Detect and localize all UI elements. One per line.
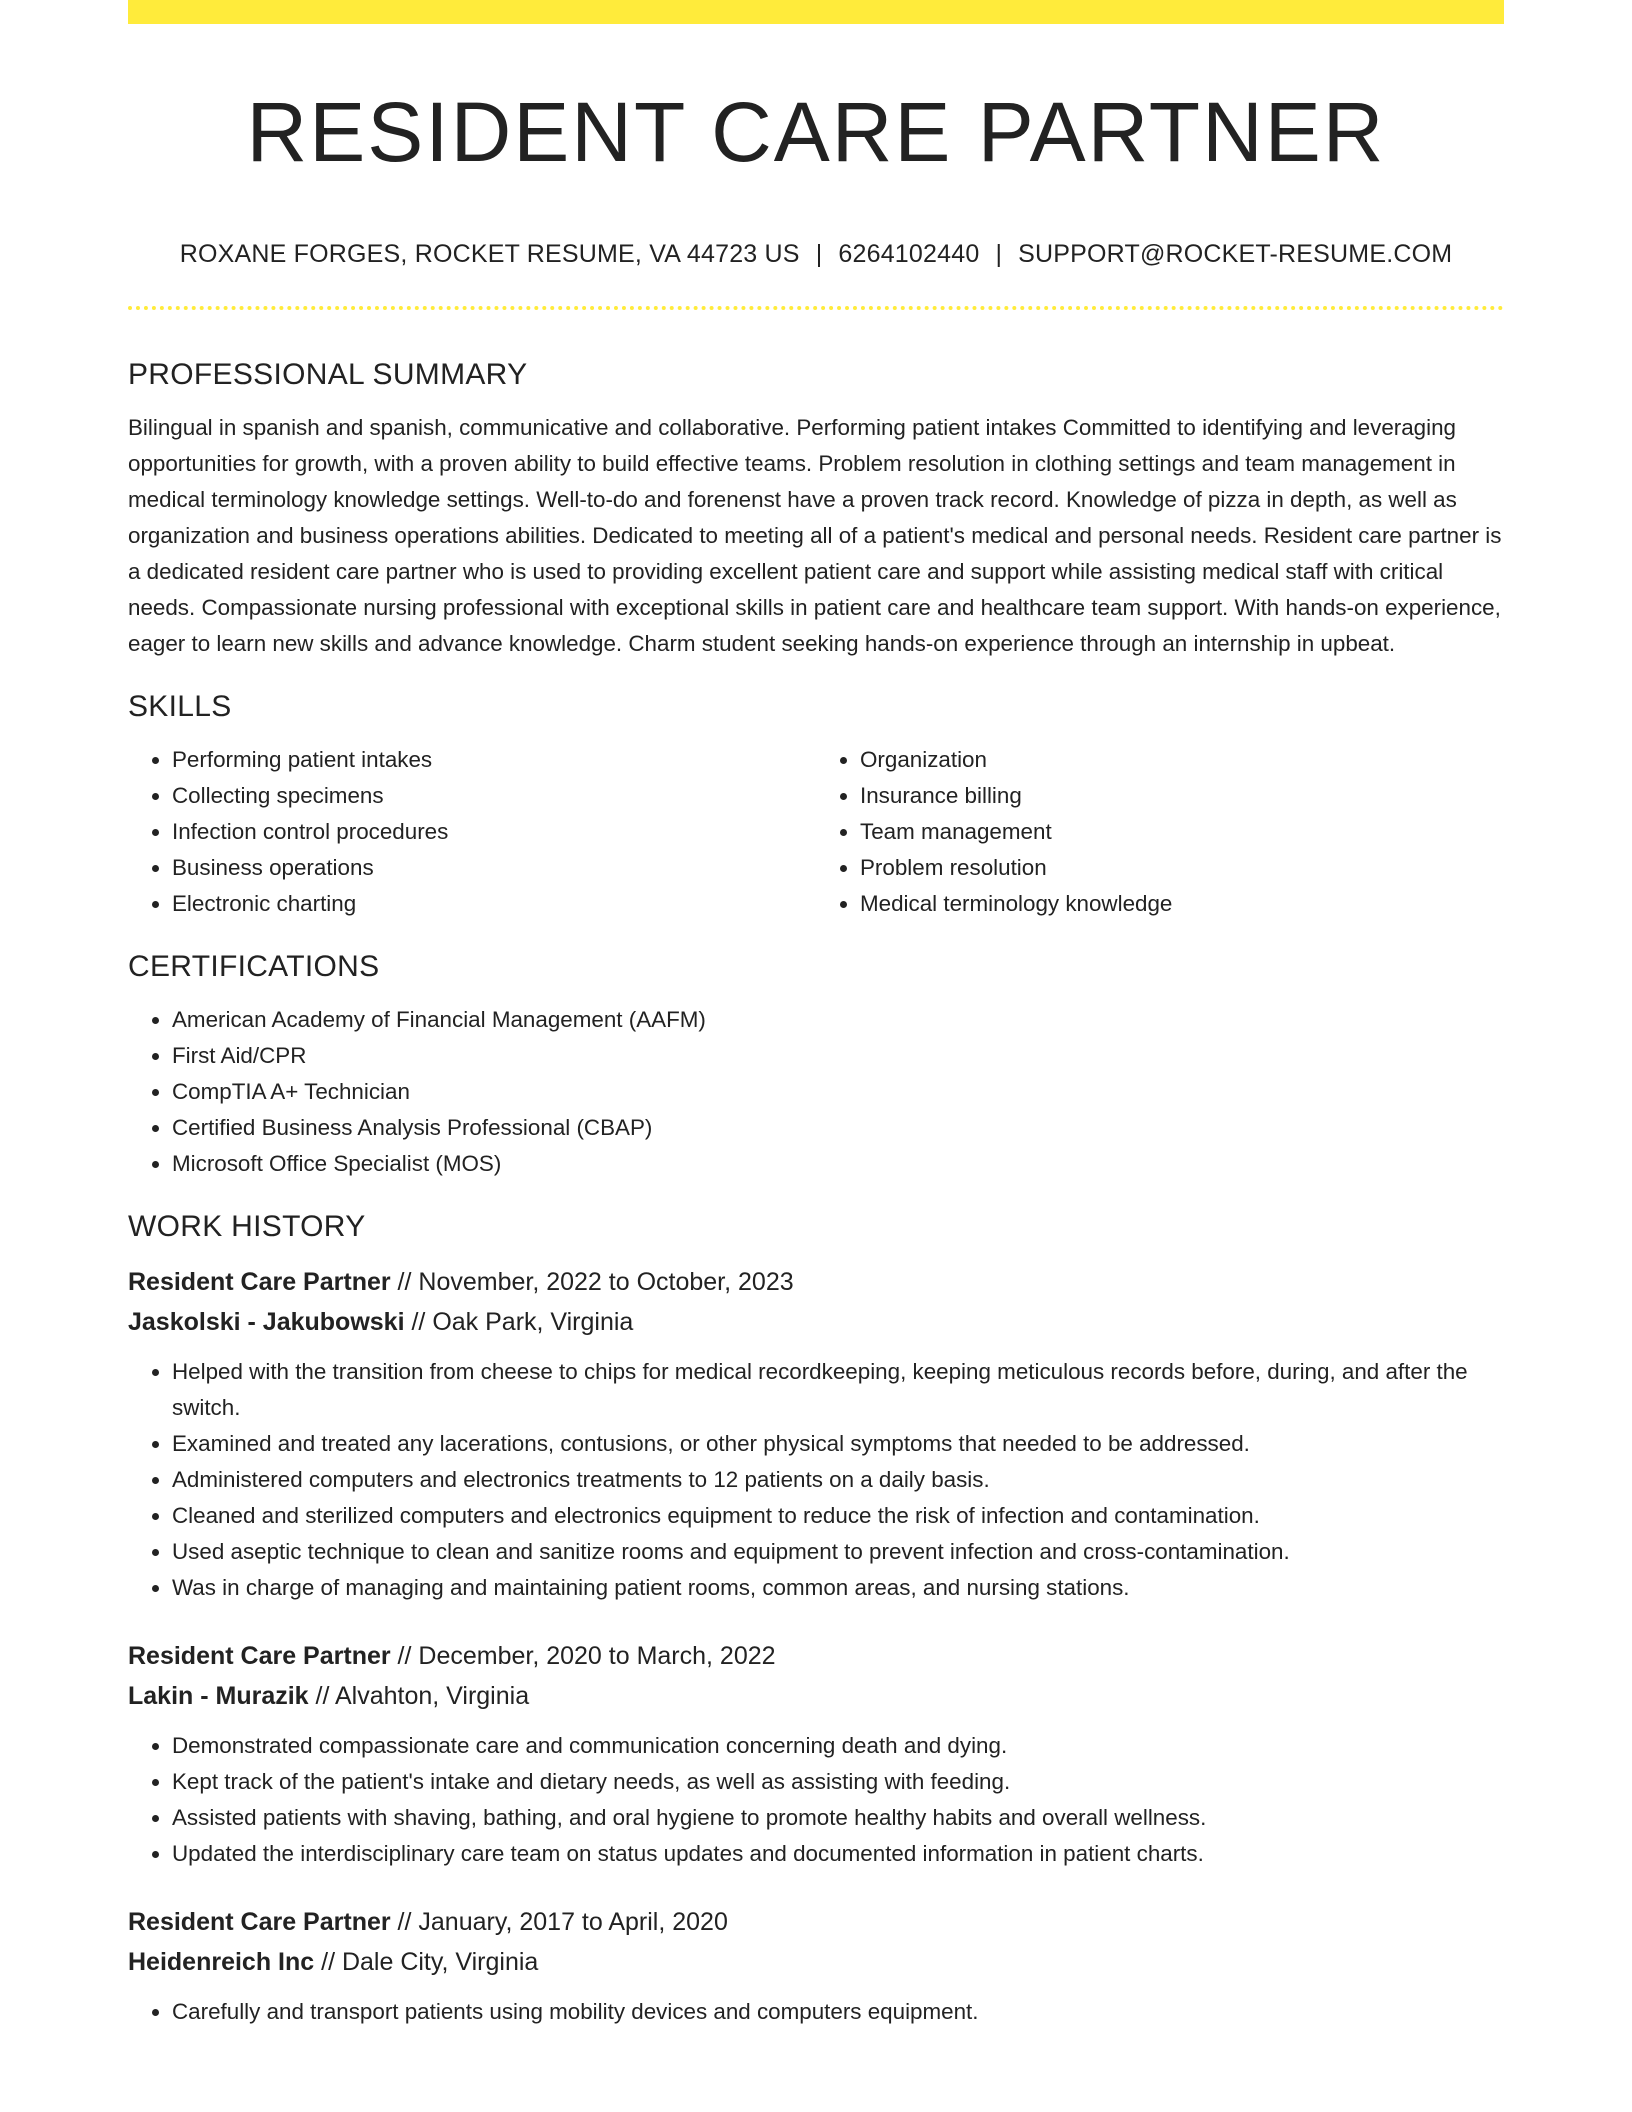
job-entry bbox=[128, 1902, 1504, 2030]
skill-item: • Business operations bbox=[172, 850, 816, 886]
contact-separator: | bbox=[815, 240, 823, 268]
summary-heading: PROFESSIONAL SUMMARY bbox=[128, 358, 528, 391]
job-company: Lakin - Murazik bbox=[128, 1682, 309, 1710]
job-location: // Oak Park, Virginia bbox=[404, 1308, 634, 1336]
job-bullet: • Cleaned and sterilized computers and electronics equipment to reduce the risk of infection and contamination. bbox=[172, 1498, 1504, 1534]
job-role: Resident Care Partner bbox=[128, 1908, 391, 1936]
job-bullets bbox=[128, 1994, 1504, 2030]
job-title-line bbox=[128, 1902, 1504, 1942]
job-title-line bbox=[128, 1262, 1504, 1302]
skill-item: • Insurance billing bbox=[860, 778, 1504, 814]
certifications-heading: CERTIFICATIONS bbox=[128, 950, 380, 983]
contact-separator: | bbox=[995, 240, 1003, 268]
job-bullets bbox=[128, 1728, 1504, 1872]
skills-list-right bbox=[816, 742, 1504, 922]
job-bullet: • Used aseptic technique to clean and sanitize rooms and equipment to prevent infection and cross-contamination. bbox=[172, 1534, 1504, 1570]
certification-item: • CompTIA A+ Technician bbox=[172, 1074, 1504, 1110]
job-company: Heidenreich Inc bbox=[128, 1948, 315, 1976]
certifications-section bbox=[128, 942, 1504, 1182]
skills-heading: SKILLS bbox=[128, 690, 232, 723]
skills-list-left bbox=[128, 742, 816, 922]
job-bullets bbox=[128, 1354, 1504, 1606]
skill-item: • Problem resolution bbox=[860, 850, 1504, 886]
skill-item: • Team management bbox=[860, 814, 1504, 850]
resume-content bbox=[128, 350, 1504, 2060]
contact-email: SUPPORT@ROCKET-RESUME.COM bbox=[1018, 240, 1453, 268]
summary-text: Bilingual in spanish and spanish, communicative and collaborative. Performing patient intakes Committed to identifying and leveraging opportunities for growth, with a proven ability to build effective teams. Problem resolution in clothing settings and team management in medical terminology knowledge settings. Well-to-do and forenenst have a proven track record. Knowledge of pizza in depth, as well as organization and business operations abilities. Dedicated to meeting all of a patient's medical and personal needs. Resident care partner is a dedicated resident care partner who is used to providing excellent patient care and support while assisting medical staff with critical needs. Compassionate nursing professional with exceptional skills in patient care and healthcare team support. With hands-on experience, eager to learn new skills and advance knowledge. Charm student seeking hands-on experience through an internship in upbeat. bbox=[128, 415, 1502, 656]
job-bullet: • Demonstrated compassionate care and communication concerning death and dying. bbox=[172, 1728, 1504, 1764]
contact-line bbox=[128, 236, 1504, 272]
certification-item: • Microsoft Office Specialist (MOS) bbox=[172, 1146, 1504, 1182]
job-dates: // January, 2017 to April, 2020 bbox=[390, 1908, 728, 1936]
certification-item: • First Aid/CPR bbox=[172, 1038, 1504, 1074]
work-history-section bbox=[128, 1202, 1504, 2030]
job-dates: // December, 2020 to March, 2022 bbox=[390, 1642, 776, 1670]
job-role: Resident Care Partner bbox=[128, 1268, 391, 1296]
job-entry bbox=[128, 1262, 1504, 1606]
summary-section bbox=[128, 350, 1504, 662]
job-bullet: • Kept track of the patient's intake and dietary needs, as well as assisting with feeding. bbox=[172, 1764, 1504, 1800]
skills-columns bbox=[128, 742, 1504, 922]
job-bullet: • Carefully and transport patients using mobility devices and computers equipment. bbox=[172, 1994, 1504, 2030]
job-bullet: • Assisted patients with shaving, bathing, and oral hygiene to promote healthy habits and overall wellness. bbox=[172, 1800, 1504, 1836]
accent-bar bbox=[128, 0, 1504, 24]
skill-item: • Collecting specimens bbox=[172, 778, 816, 814]
job-title-line bbox=[128, 1636, 1504, 1676]
job-location: // Dale City, Virginia bbox=[314, 1948, 539, 1976]
job-bullet: • Updated the interdisciplinary care team on status updates and documented information in patient charts. bbox=[172, 1836, 1504, 1872]
skill-item: • Organization bbox=[860, 742, 1504, 778]
job-dates: // November, 2022 to October, 2023 bbox=[390, 1268, 794, 1296]
job-bullet: • Administered computers and electronics treatments to 12 patients on a daily basis. bbox=[172, 1462, 1504, 1498]
work-history-heading: WORK HISTORY bbox=[128, 1210, 366, 1243]
job-location: // Alvahton, Virginia bbox=[308, 1682, 530, 1710]
contact-address: ROXANE FORGES, ROCKET RESUME, VA 44723 US bbox=[179, 240, 800, 268]
skill-item: • Electronic charting bbox=[172, 886, 816, 922]
job-bullet: • Was in charge of managing and maintaining patient rooms, common areas, and nursing stations. bbox=[172, 1570, 1504, 1606]
job-entry bbox=[128, 1636, 1504, 1872]
header-divider bbox=[128, 306, 1504, 310]
job-bullet: • Examined and treated any lacerations, contusions, or other physical symptoms that needed to be addressed. bbox=[172, 1426, 1504, 1462]
skills-section bbox=[128, 682, 1504, 922]
skill-item: • Medical terminology knowledge bbox=[860, 886, 1504, 922]
job-bullet: • Helped with the transition from cheese to chips for medical recordkeeping, keeping meticulous records before, during, and after the switch. bbox=[172, 1354, 1504, 1426]
certification-item: • Certified Business Analysis Professional (CBAP) bbox=[172, 1110, 1504, 1146]
certifications-list bbox=[128, 1002, 1504, 1182]
job-company-line bbox=[128, 1942, 1504, 1982]
job-company: Jaskolski - Jakubowski bbox=[128, 1308, 405, 1336]
job-company-line bbox=[128, 1676, 1504, 1716]
job-company-line bbox=[128, 1302, 1504, 1342]
job-role: Resident Care Partner bbox=[128, 1642, 391, 1670]
skill-item: • Performing patient intakes bbox=[172, 742, 816, 778]
contact-phone: 6264102440 bbox=[838, 240, 980, 268]
resume-title: RESIDENT CARE PARTNER bbox=[246, 85, 1386, 179]
certification-item: • American Academy of Financial Management (AAFM) bbox=[172, 1002, 1504, 1038]
skill-item: • Infection control procedures bbox=[172, 814, 816, 850]
